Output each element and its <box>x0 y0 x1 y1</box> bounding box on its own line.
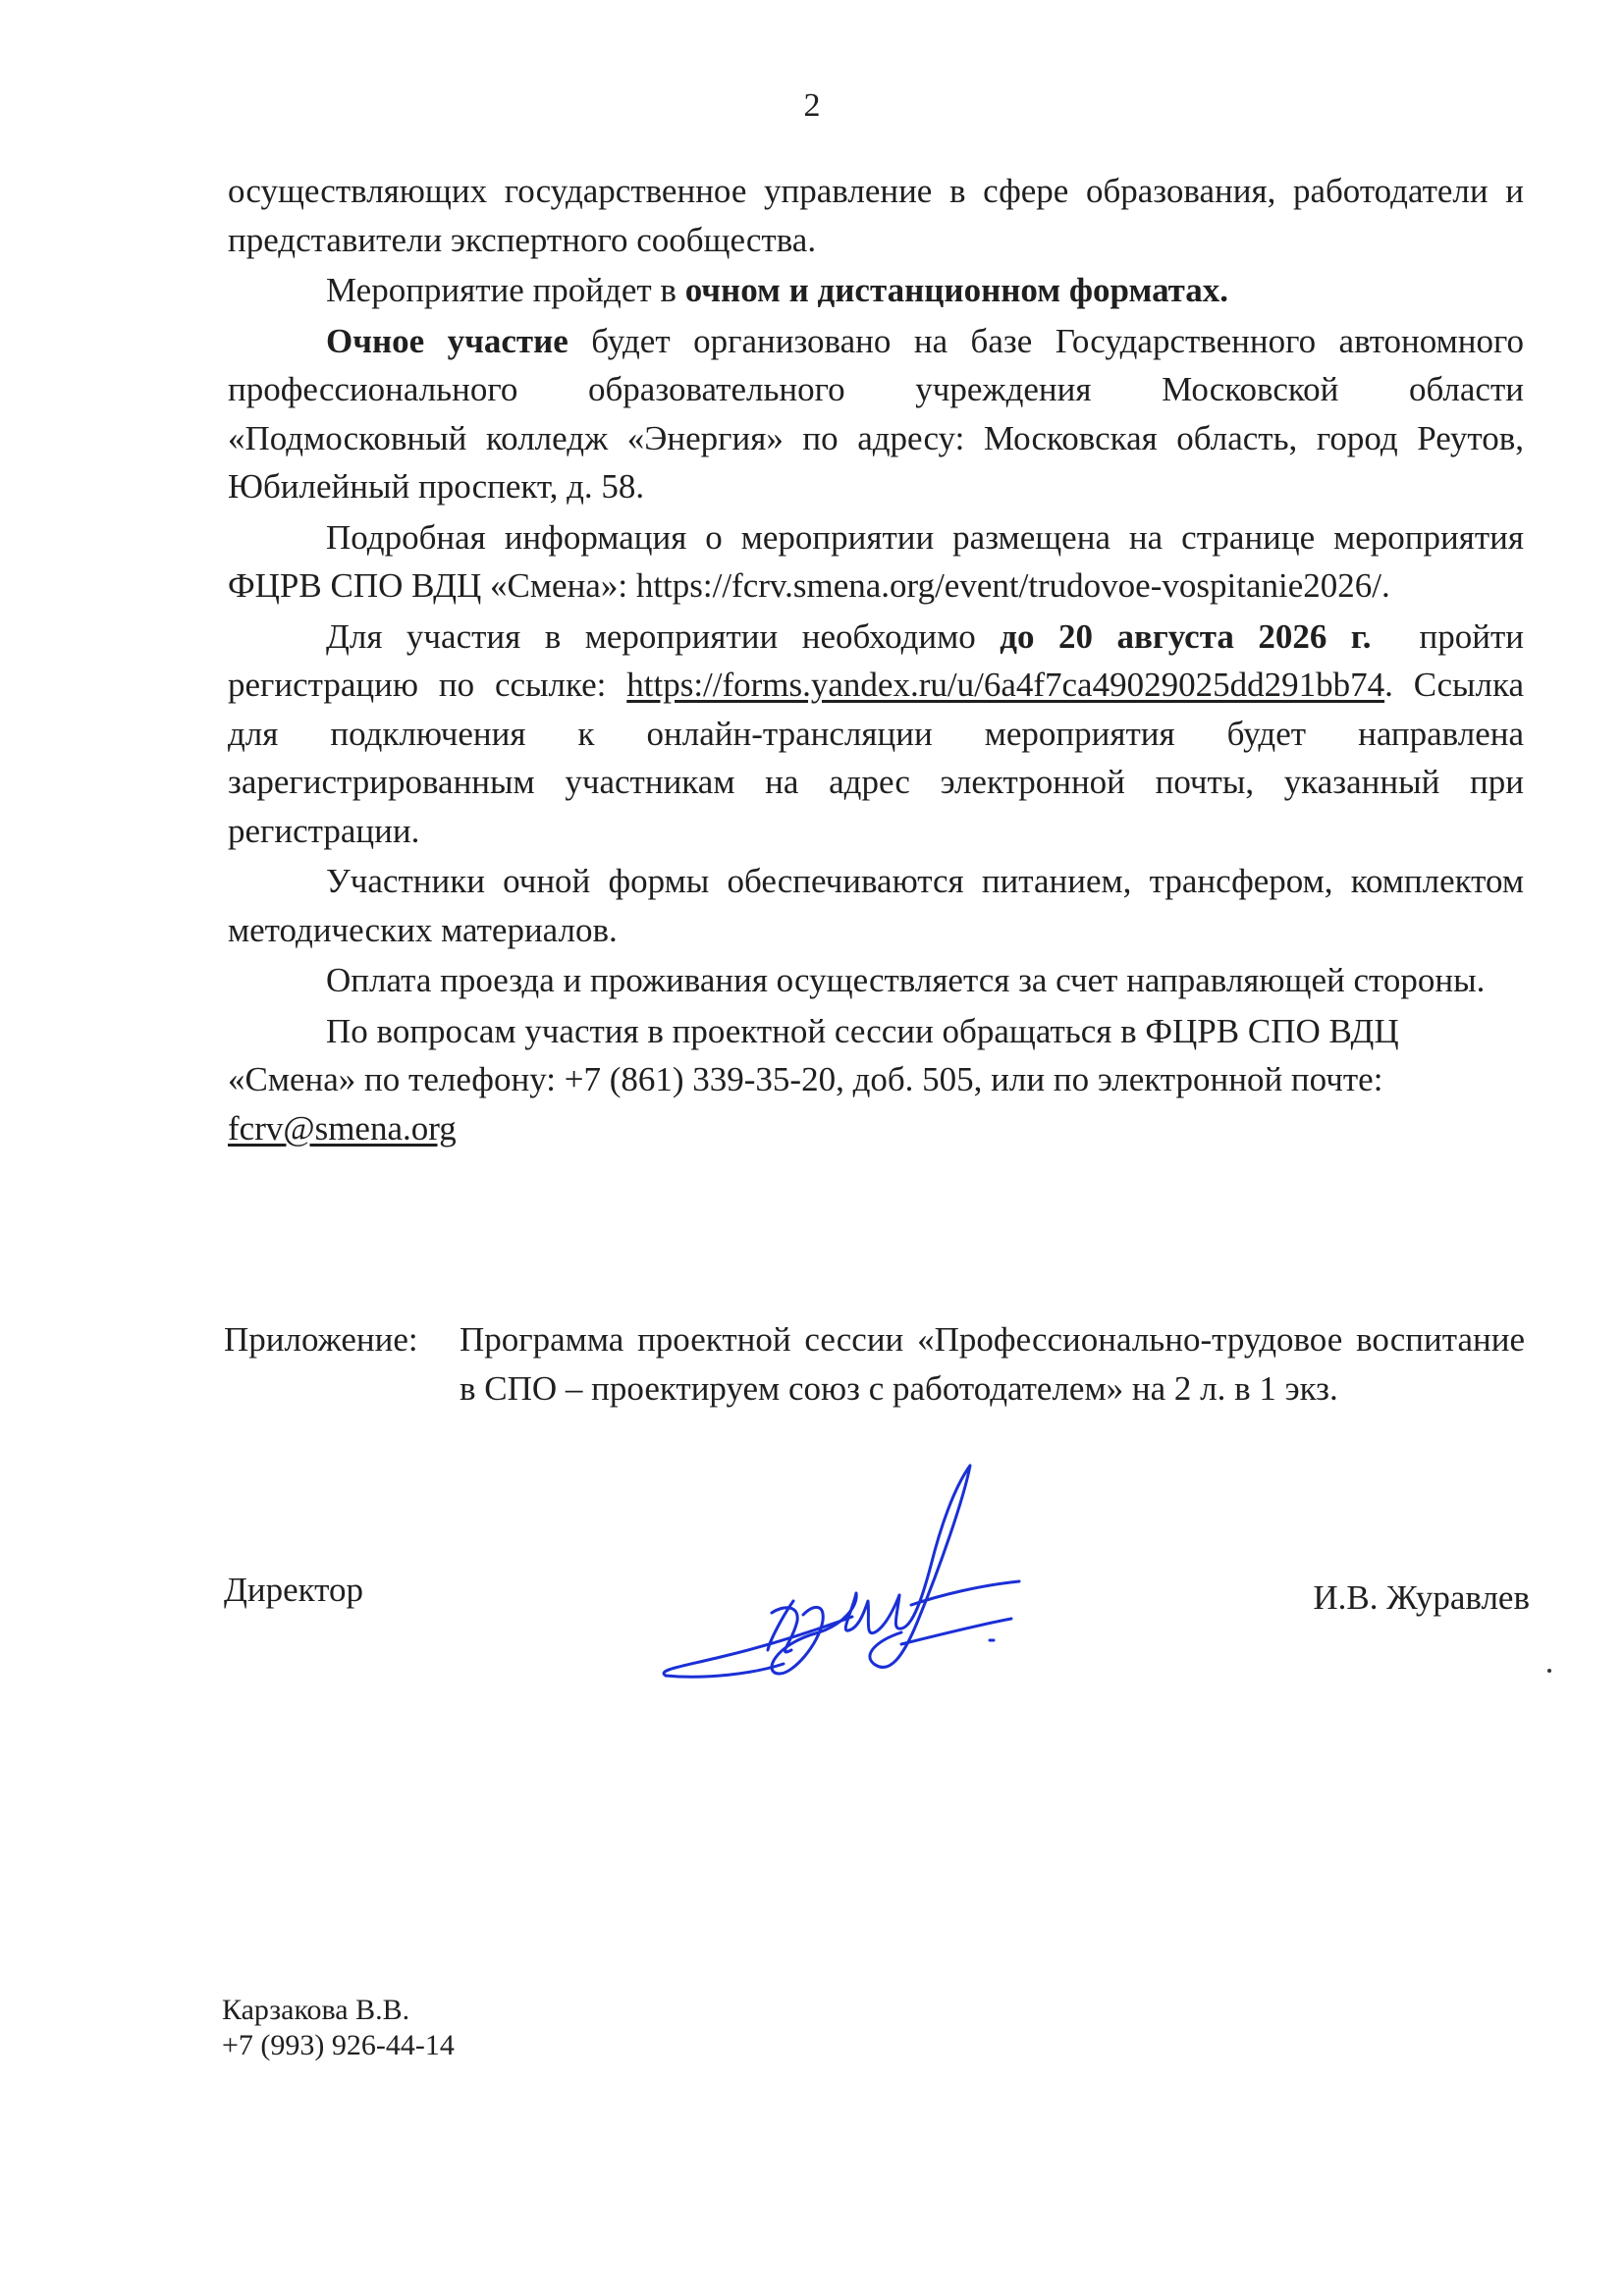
handwritten-signature <box>646 1448 1029 1683</box>
paragraph-info-text: Подробная информация о мероприятии размещена на странице мероприятия ФЦРВ СПО ВДЦ «Смена»: https://fcrv.smena.org/event/trudovoe-vospitanie2026/. <box>228 517 1524 605</box>
paragraph-registration <box>228 613 1533 856</box>
signatory-title: Директор <box>224 1571 364 1609</box>
attachment-label: Приложение: <box>224 1320 418 1359</box>
paragraph-payment <box>228 956 1524 1005</box>
registration-deadline: до 20 августа 2026 г. <box>1000 616 1372 656</box>
executor-name: Карзакова В.В. <box>222 1994 410 2026</box>
paragraph-provision-text: Участники очной формы обеспечиваются питанием, трансфером, комплектом методических материалов. <box>228 862 1524 949</box>
signature-block <box>224 1566 1530 1703</box>
paragraph-in-person-bold: Очное участие <box>326 321 568 360</box>
paragraph-format-bold: очном и дистанционном форматах. <box>684 271 1229 309</box>
paragraph-info <box>228 513 1524 611</box>
signatory-name: И.В. Журавлев <box>1313 1578 1530 1617</box>
executor-phone: +7 (993) 926-44-14 <box>222 2029 455 2061</box>
paragraph-format <box>228 266 1524 315</box>
paragraph-1 <box>228 167 1524 264</box>
paragraph-provision <box>228 857 1524 954</box>
letter-body <box>228 167 1533 1154</box>
paragraph-payment-text: Оплата проезда и проживания осуществляется за счет направляющей стороны. <box>326 961 1486 999</box>
paragraph-registration-pre: Для участия в мероприятии необходимо <box>326 616 1001 656</box>
paragraph-in-person <box>228 317 1524 511</box>
paragraph-registration-post: . Ссылка для подключения к онлайн-трансляции мероприятия будет направлена зарегистрированным участникам на адрес электронной почты, указанный при регистрации. <box>228 666 1524 850</box>
paragraph-contacts <box>228 1007 1524 1153</box>
executor-block <box>222 1993 455 2063</box>
page-number: 2 <box>803 87 821 124</box>
attachment-text: Программа проектной сессии «Профессионально-трудовое воспитание в СПО – проектируем союз с работодателем» на 2 л. в 1 экз. <box>460 1320 1525 1408</box>
contact-email-link[interactable]: fcrv@smena.org <box>228 1108 457 1148</box>
registration-link[interactable]: https://forms.yandex.ru/u/6a4f7ca49029025dd291bb74 <box>626 666 1385 704</box>
paragraph-1-text: осуществляющих государственное управление в сфере образования, работодатели и представители экспертного сообщества. <box>228 172 1524 259</box>
paragraph-format-pre: Мероприятие пройдет в <box>326 271 685 309</box>
paragraph-in-person-text: будет организовано на базе Государственного автономного профессионального образовательного учреждения Московской области «Подмосковный колледж «Энергия» по адресу: Московская область, город Реутов, Юбилейный проспект, д. 58. <box>228 321 1524 506</box>
paragraph-registration-mid: пройти регистрацию по ссылке: <box>228 616 1533 704</box>
paragraph-contacts-text: По вопросам участия в проектной сессии обращаться в ФЦРВ СПО ВДЦ «Смена» по телефону: +7 (861) 339-35-20, доб. 505, или по электронной почте: <box>228 1011 1399 1098</box>
scan-dot-mark <box>1547 1669 1551 1673</box>
